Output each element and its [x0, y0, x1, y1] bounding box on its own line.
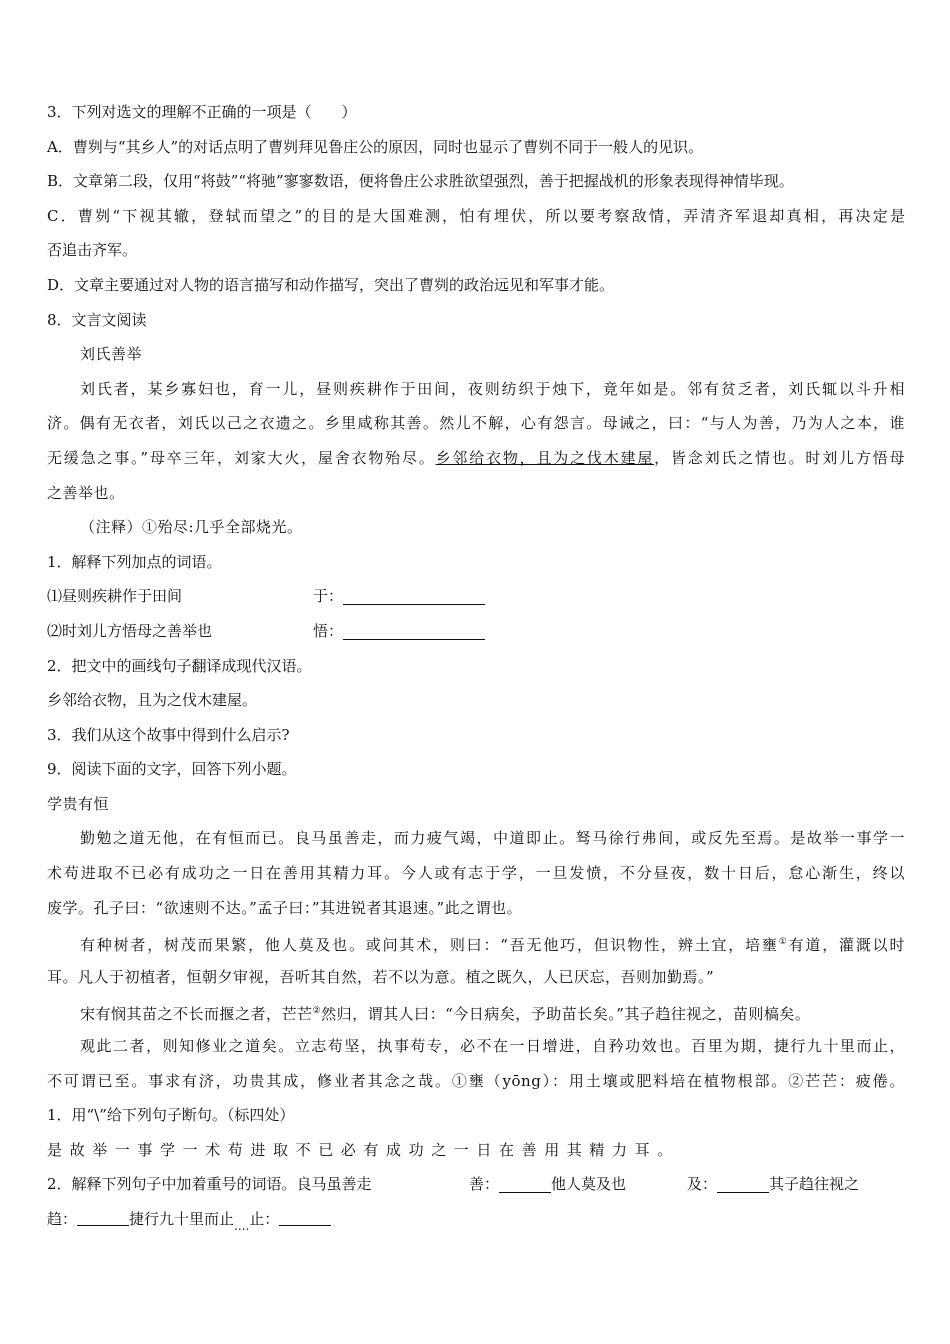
item-key: 趋：	[47, 1210, 78, 1228]
emphasis-dots: ....	[234, 1219, 250, 1233]
q8-heading: 8．文言文阅读	[47, 310, 147, 329]
answer-blank[interactable]	[717, 1176, 769, 1193]
text: 有道，灌溉以时	[788, 936, 905, 955]
q3-option-c-cont: 否追击齐军。	[47, 241, 138, 260]
text: 宋有悯其苗之不长而揠之者，芒芒	[80, 1005, 313, 1024]
q8-note: （注释）①殆尽:几乎全部烧光。	[80, 518, 303, 537]
item-text: 捷行九十里而止	[129, 1210, 235, 1228]
q8-sub3: 3．我们从这个故事中得到什么启示?	[47, 725, 290, 744]
q9-passage-line: 术苟进取不已必有成功之一日在善用其精力耳。今人或有志于学，一旦发愤，不分昼夜，数十日后，怠心渐生，终以	[47, 864, 905, 883]
answer-blank[interactable]	[343, 623, 485, 640]
q8-passage-line	[47, 444, 905, 479]
answer-blank[interactable]	[279, 1209, 331, 1226]
q3-option-d: D．文章主要通过对人物的语言描写和动作描写，突出了曹刿的政治远见和军事才能。	[47, 275, 615, 294]
item-key: 于：	[313, 587, 344, 606]
q8-sub2: 2．把文中的画线句子翻译成现代汉语。	[47, 656, 312, 675]
footnote-mark: ①	[778, 937, 789, 948]
q9-sub1: 1．用“\”给下列句子断句。（标四处）	[47, 1106, 295, 1125]
item-key: 悟：	[313, 621, 344, 640]
q9-heading: 9．阅读下面的文字，回答下列小题。	[47, 760, 297, 779]
text: 有种树者，树茂而果繁，他人莫及也。或问其术，则曰：“吾无他巧，但识物性，辨土宜，培壅	[80, 936, 779, 955]
item-key: 及：	[687, 1175, 718, 1194]
q9-sub2-cont	[47, 1205, 905, 1240]
underlined-sentence: 乡邻给衣物，且为之伐木建屋	[435, 448, 655, 467]
item-text: 其子趋往视之	[769, 1175, 860, 1194]
text: 无缓急之事。”母卒三年，刘家大火，屋舍衣物殆尽。	[47, 448, 436, 467]
q9-passage-line: 勤勉之道无他，在有恒而已。良马虽善走，而力疲气竭，中道即止。驽马徐行弗间，或反先至焉。是故举一事学一	[80, 829, 905, 848]
answer-blank[interactable]	[499, 1176, 551, 1193]
q8-passage-line: 刘氏者，某乡寡妇也，育一儿，昼则疾耕作于田间，夜则纺织于烛下，竟年如是。邻有贫乏者，刘氏辄以斗升相	[80, 379, 905, 398]
q9-sub1-sentence: 是故举一事学一术苟进取不已必有成功之一日在善用其精力耳。	[47, 1140, 680, 1159]
text: 然归，谓其人曰：“今日病矣，予助苗长矣。”其子趋往视之，苗则槁矣。	[321, 1005, 811, 1024]
item-text: 他人莫及也	[551, 1175, 627, 1194]
q9-passage-title: 学贵有恒	[47, 794, 110, 813]
text: ，皆念刘氏之情也。时刘儿方悟母	[654, 448, 905, 467]
q9-passage-line: 废学。孔子曰：“欲速则不达。”孟子曰：”其进锐者其退速。”此之谓也。	[47, 898, 523, 917]
answer-blank[interactable]	[77, 1209, 129, 1226]
q9-passage-line	[47, 997, 905, 1032]
q3-option-b: B．文章第二段，仅用“将鼓”“将驰”寥寥数语，便将鲁庄公求胜欲望强烈，善于把握战机的形象表现得神情毕现。	[47, 172, 794, 191]
footnote-mark: ②	[312, 1006, 322, 1017]
q3-option-a: A．曹刿与“其乡人”的对话点明了曹刿拜见鲁庄公的原因，同时也显示了曹刿不同于一般人的见识。	[47, 137, 704, 156]
q8-passage-line: 之善举也。	[47, 483, 125, 502]
item-key: 善：	[469, 1175, 500, 1194]
q8-passage-line: 济。偶有无衣者，刘氏以己之衣遗之。乡里咸称其善。然儿不解，心有怨言。母诫之，曰：“与人为善，乃为人之本，谁	[47, 414, 905, 433]
item-key: 止：	[249, 1210, 280, 1228]
q8-sub1: 1．解释下列加点的词语。	[47, 552, 222, 571]
q9-sub2	[47, 1170, 905, 1205]
item-text: ⑵时刘儿方悟母之善举也	[47, 621, 213, 640]
q8-sub1-item	[47, 582, 905, 617]
q9-passage-line: 观此二者，则知修业之道矣。立志苟坚，执事苟专，必不在一日增进，自矜功效也。百里为期，捷行九十里而止，	[80, 1037, 905, 1056]
document-page	[47, 98, 905, 1240]
q9-passage-line: 不可谓已至。事求有济，功贵其成，修业者其念之哉。①壅（yōng）：用土壤或肥料培在植物根部。②芒芒：疲倦。	[47, 1071, 905, 1090]
q9-passage-line	[47, 928, 905, 963]
q9-sub2-stem: 2．解释下列句子中加着重号的词语。良马虽善走	[47, 1175, 372, 1194]
q8-passage-title: 刘氏善举	[80, 345, 143, 364]
q3-option-c: C．曹刿“下视其辙，登轼而望之”的目的是大国难测，怕有埋伏，所以要考察敌情，弄清齐军退却真相，再决定是	[47, 206, 905, 225]
q8-sub1-item	[47, 617, 905, 652]
q9-passage-line: 耳。凡人于初植者，恒朝夕审视，吾听其自然，若不以为意。植之既久，人已厌忘，吾则加勤焉。”	[47, 967, 715, 986]
q8-sub2-sentence: 乡邻给衣物，且为之伐木建屋。	[47, 691, 258, 710]
item-text: ⑴昼则疾耕作于田间	[47, 587, 183, 606]
answer-blank[interactable]	[343, 588, 485, 605]
q3-stem: 3．下列对选文的理解不正确的一项是（ ）	[47, 103, 357, 121]
